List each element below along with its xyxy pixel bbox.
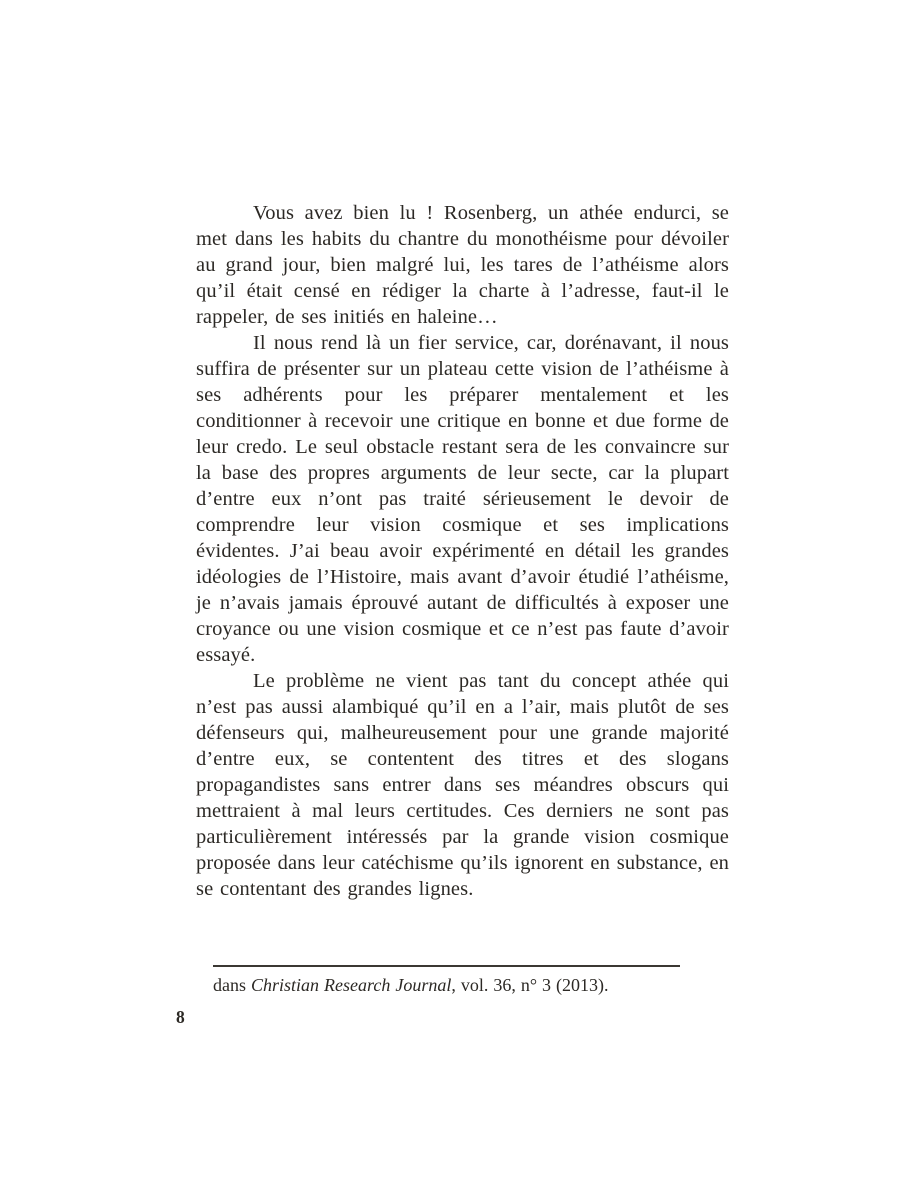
footnote-separator-rule — [213, 965, 680, 967]
body-paragraphs — [196, 200, 729, 902]
paragraph: Il nous rend là un fier service, car, dorénavant, il nous suffira de présenter sur un plateau cette vision de l’athéisme à ses adhérents pour les préparer mentalement et les conditionner à recevoir une critique en bonne et due forme de leur credo. Le seul obstacle restant sera de les convaincre sur la base des propres arguments de leur secte, car la plupart d’entre eux n’ont pas traité sérieusement le devoir de comprendre leur vision cosmique et ses implications évidentes. J’ai beau avoir expérimenté en détail les grandes idéologies de l’Histoire, mais avant d’avoir étudié l’athéisme, je n’avais jamais éprouvé autant de difficultés à exposer une croyance ou une vision cosmique et ce n’est pas faute d’avoir essayé. — [196, 332, 729, 666]
footnote-prefix: dans — [213, 975, 251, 995]
footnote-journal-title: Christian Research Journal — [251, 975, 452, 995]
paragraph: Le problème ne vient pas tant du concept athée qui n’est pas aussi alambiqué qu’il en a l’air, mais plutôt de ses défenseurs qui, malheureusement pour une grande majorité d’entre eux, se contentent des titres et des slogans propagandistes sans entrer dans ses méandres obscurs qui mettraient à mal leurs certitudes. Ces derniers ne sont pas particulièrement intéressés par la grande vision cosmique proposée dans leur catéchisme qu’ils ignorent en substance, en se contentant des grandes lignes. — [196, 670, 729, 900]
page-body — [196, 200, 729, 902]
footnote-suffix: , vol. 36, n° 3 (2013). — [451, 975, 609, 995]
footnote — [213, 974, 713, 996]
page-number: 8 — [176, 1007, 185, 1027]
paragraph: Vous avez bien lu ! Rosenberg, un athée endurci, se met dans les habits du chantre du monothéisme pour dévoiler au grand jour, bien malgré lui, les tares de l’athéisme alors qu’il était censé en rédiger la charte à l’adresse, faut-il le rappeler, de ses initiés en haleine… — [196, 202, 729, 328]
